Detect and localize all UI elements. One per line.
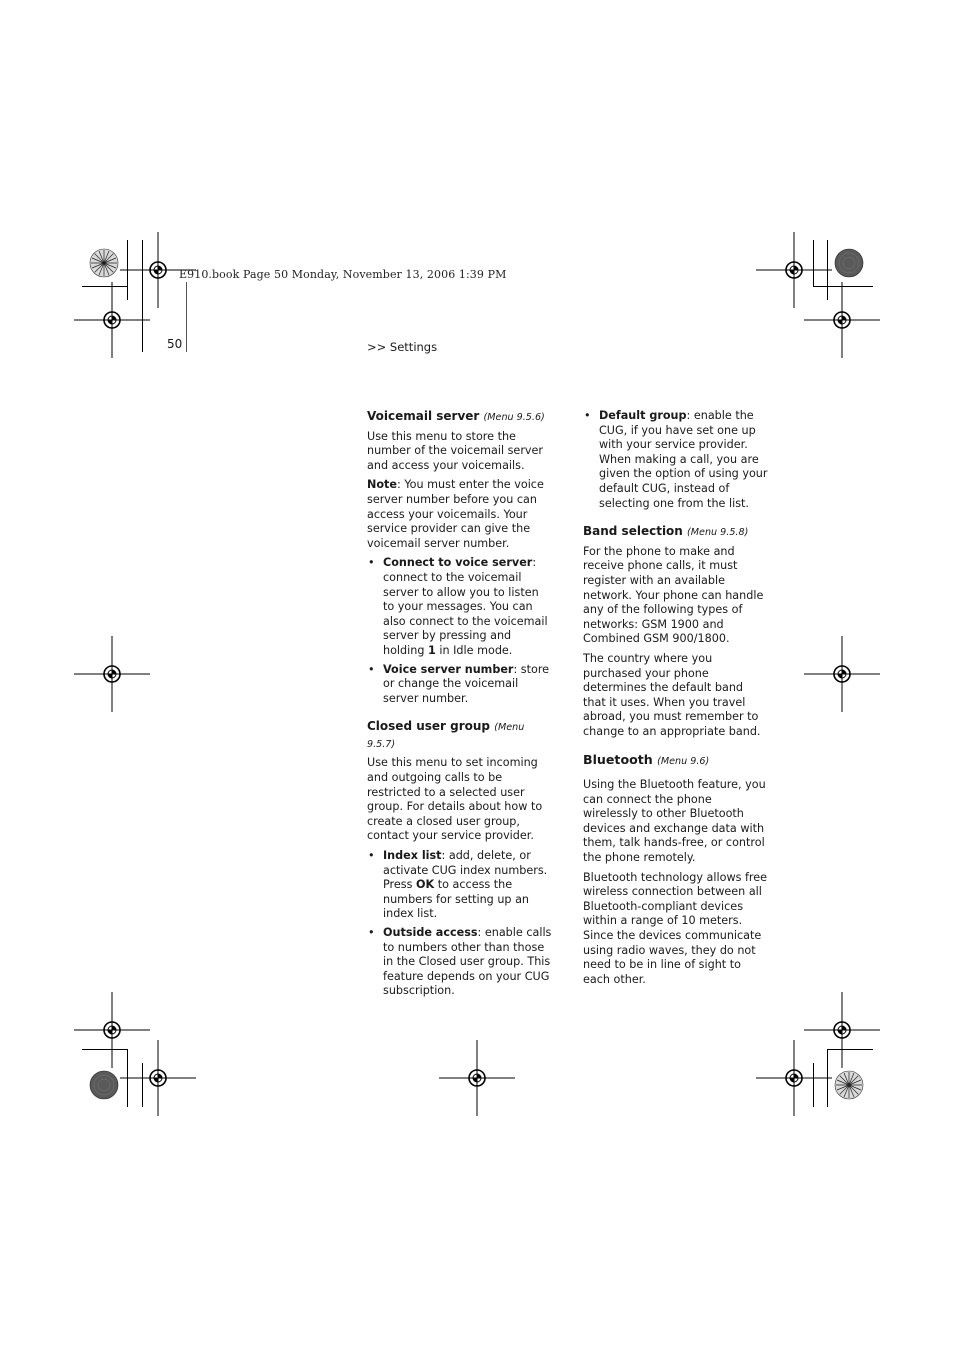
paragraph: Use this menu to store the number of the voicemail server and access your voicemails.: [367, 429, 544, 472]
section-heading: [367, 409, 553, 426]
item-term: Connect to voice server: [383, 556, 533, 570]
page-number: 50: [167, 337, 183, 351]
heading-title: Voicemail server: [367, 409, 480, 423]
list-item: [367, 663, 553, 707]
key-label: 1: [428, 643, 436, 657]
item-term: Outside access: [383, 926, 478, 939]
note-text: : You must enter the voice server number before you can access your voicemails. Your service provider can give the voicemail server number.: [367, 478, 544, 550]
item-text: : add, delete, or activate CUG index numbers. Press: [383, 849, 548, 892]
left-column: [367, 409, 553, 1003]
bullet-icon: •: [368, 662, 375, 676]
menu-path: (Menu 9.6): [657, 756, 710, 768]
item-text: : enable calls to numbers other than those in the Closed user group. This feature depends on your CUG subscription.: [383, 926, 552, 998]
bullet-list: [367, 556, 553, 706]
bullet-icon: •: [368, 556, 375, 570]
paragraph: Using the Bluetooth feature, you can connect the phone wirelessly to other Bluetooth devices and exchange data with them, talk hands-free, or control the phone remotely.: [583, 778, 766, 865]
list-item: [367, 556, 553, 658]
item-text: : connect to the voicemail server to allow you to listen to your messages. You can also connect to the voicemail server by pressing and holding: [383, 556, 548, 657]
list-item: [367, 849, 553, 922]
note: [367, 478, 553, 551]
section-breadcrumb: >> Settings: [367, 340, 438, 354]
menu-path: (Menu 9.5.7): [367, 722, 525, 750]
heading-title: Band selection: [583, 524, 683, 539]
paragraph: Bluetooth technology allows free wireless connection between all Bluetooth-compliant devices within a range of 10 meters. Since the devices communicate using radio waves, they do not need to be in line of sight to each other.: [583, 870, 768, 986]
section-heading: [367, 719, 553, 752]
item-term: Index list: [383, 849, 442, 863]
bullet-icon: •: [368, 926, 375, 939]
paragraph: For the phone to make and receive phone calls, it must register with an available network. Your phone can handle any of the following types of networks: GSM 1900 and Combined GSM 900/1800.: [583, 544, 764, 646]
heading-title: Bluetooth: [583, 752, 653, 768]
item-text: to access the numbers for setting up an index list.: [383, 878, 530, 921]
list-item: [367, 926, 553, 999]
section-heading: [583, 524, 769, 541]
menu-path: (Menu 9.5.8): [687, 527, 749, 539]
item-text: : enable the CUG, if you have set one up with your service provider. When making a call, you are given the option of using your default CUG, instead of selecting one from the list.: [599, 409, 768, 510]
paragraph: The country where you purchased your phone determines the default band that it uses. When you travel abroad, you must remember to change to an appropriate band.: [583, 651, 761, 738]
bullet-list: [583, 409, 769, 511]
item-text: : store or change the voicemail server number.: [383, 662, 550, 705]
heading-title: Closed user group: [367, 719, 491, 734]
paragraph: Use this menu to set incoming and outgoing calls to be restricted to a selected user group. For details about how to create a closed user group, contact your service provider.: [367, 756, 543, 843]
bullet-list: [367, 849, 553, 999]
key-label: OK: [416, 878, 435, 892]
section-heading: [583, 753, 769, 770]
bullet-icon: •: [368, 849, 375, 863]
item-text: in Idle mode.: [435, 643, 513, 657]
bullet-icon: •: [584, 409, 591, 422]
right-column: [583, 409, 769, 992]
item-term: Default group: [599, 409, 687, 422]
note-label: Note: [367, 478, 397, 492]
item-term: Voice server number: [383, 662, 514, 676]
menu-path: (Menu 9.5.6): [483, 412, 545, 423]
print-slug: E910.book Page 50 Monday, November 13, 2006 1:39 PM: [179, 268, 507, 281]
list-item: [583, 409, 769, 511]
